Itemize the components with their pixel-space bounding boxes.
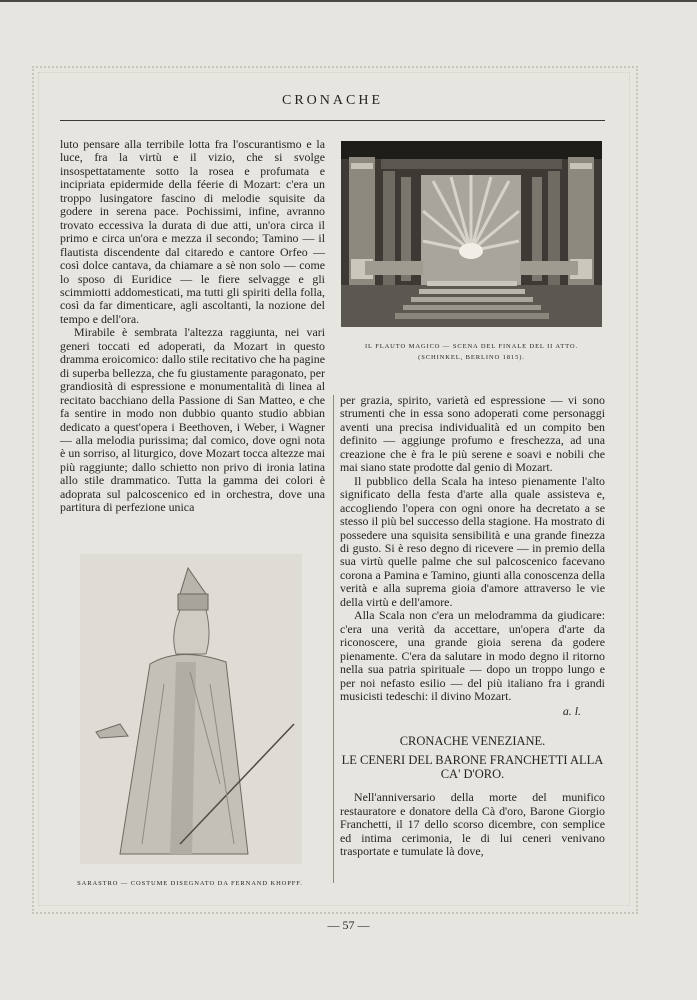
signature: a. l. [562, 704, 581, 719]
stage-caption-line-1: IL FLAUTO MAGICO — SCENA DEL FINALE DEL II ATTO. [364, 343, 579, 350]
stage-caption-line-2: (SCHINKEL, BERLINO 1815). [418, 354, 525, 361]
costume-caption: SARASTRO — COSTUME DISEGNATO DA FERNAND KHOPFF. [77, 880, 303, 887]
page-top-edge [0, 0, 697, 2]
left-paragraph-2: Mirabile è sembrata l'altezza raggiunta, nei vari generi toccati ed adoperati, da Mozart in questo dramma eroicomico: dallo stile recitativo che ha pagine di superba bellezza, che fu giustamente paragonato, per grandiosità di espressione e monumentalità di linea al recitato bacchiano della Passione di San Matteo, e che fa sentire in modo non dubbio quanto studio abbian dedicato a quest'opera i Beethoven, i Weber, i Wagner — alla melodia purissima; dal comico, dove ogni nota è un sorriso, al liturgico, dove Mozart tocca altezze mai più raggiunte; dallo schietto non privo di ironia latina allo stile drammatico. Tutta la gamma dei colori è adoprata sul palcoscenico ed in orchestra, dove una partitura di perfezione unica [60, 325, 325, 515]
right-paragraph-3: Alla Scala non c'era un melodramma da giudicare: c'era una verità da accettare, un'opera d'arte da riconoscere, una grande gioia serena da godere pienamente. C'era da salutare in modo degno il ritorno nella sua patria spirituale — dopo un troppo lungo e per noi nefasto esilio — del più italiano fra i grandi musicisti tedeschi: il divino Mozart. [340, 608, 605, 703]
right-paragraph-4: Nell'anniversario della morte del munifico restauratore e donatore della Cà d'oro, Barone Giorgio Franchetti, il 17 dello scorso dicembre, con semplice ed intima cerimonia, le di lui ceneri venivano trasportate e tumulate là dove, [340, 790, 605, 859]
left-paragraph-1: luto pensare alla terribile lotta fra l'oscurantismo e la luce, fra la virtù e il vizio, che si svolge insospettatamente sotto la rosea e profumata e incipriata epidermide della féerie di Mozart: c'era un troppo lusingatore fascino di melodie squisite da godere in serena pace. Pochissimi, infine, avranno trovato eccessiva la durata di due atti, un'ora circa il primo e circa un'ora e mezza il secondo; Tamino — il flautista discendente dal citaredo e cantore Orfeo — così dolce cantava, da chiamare a sè non solo — come lo sposo di Euridice — le fiere selvagge e gli scimmiotti addomesticati, ma tutti gli spiriti della folla, così da far dimenticare, agli ascoltanti, la nozione del tempo e dell'ora. [60, 137, 325, 326]
stage-scene-illustration [341, 141, 602, 327]
right-paragraph-2: Il pubblico della Scala ha inteso pienamente l'alto significato della festa d'arte alla quale assisteva e, accogliendo l'opera con ogni onore ha decretato a se stesso il più bel successo della stagione. Ha mostrato di possedere una squisita sensibilità e una grande finezza di gusto. Si è reso degno di ricevere — in premio della sua virtù quelle palme che sul palcoscenico facevano corona a Pamina e Tamino, giunti alla conoscenza della verità e alla suprema gioia d'amore attraverso le vie della virtù e dell'amore. [340, 473, 605, 609]
header-rule [60, 120, 605, 121]
right-paragraph-1: per grazia, spirito, varietà ed espressione — vi sono strumenti che in essa sono adoperati come personaggi aventi una precisa individualità ed un compito ben definito — aggiunge profumo e freschezza, ad una creazione che è fra le più serene e soavi e nobili che mai siano state prodotte dal genio di Mozart. [340, 393, 605, 475]
stage-scene-image [341, 141, 602, 327]
costume-illustration [80, 554, 302, 864]
article-title: LE CENERI DEL BARONE FRANCHETTI ALLA CA' D'ORO. [341, 753, 604, 782]
left-column [60, 138, 325, 515]
running-header: CRONACHE [281, 93, 383, 108]
stage-caption [341, 341, 602, 363]
column-rule [333, 395, 334, 883]
page-number: — 57 — [327, 918, 370, 932]
sarastro-drawing [80, 554, 302, 864]
section-title: CRONACHE VENEZIANE. [399, 733, 546, 748]
right-column [340, 394, 605, 859]
